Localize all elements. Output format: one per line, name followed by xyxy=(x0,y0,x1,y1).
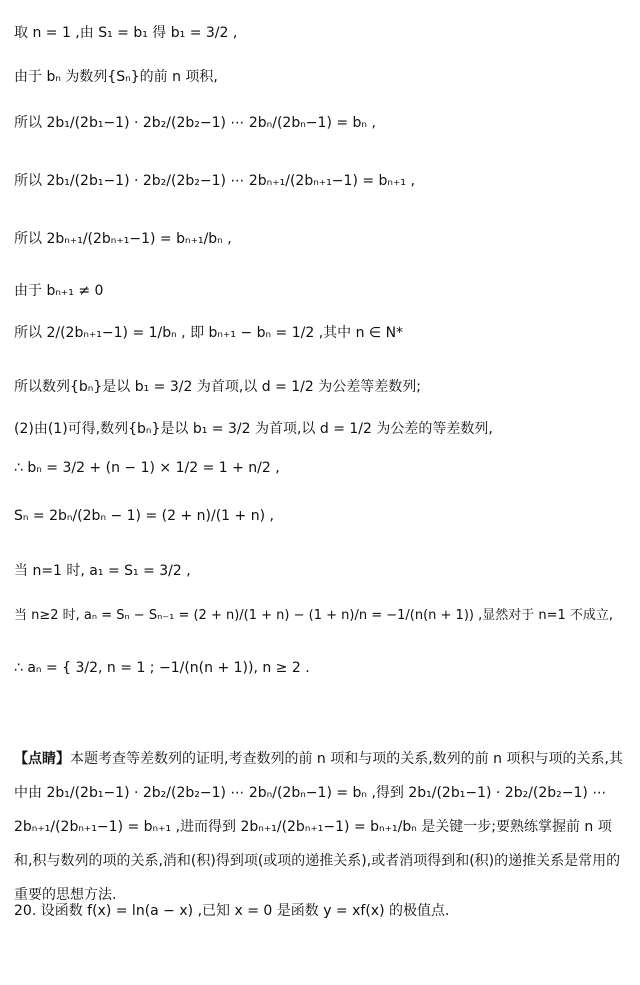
comment-paragraph xyxy=(14,742,624,912)
line-10: ∴ bₙ = 3/2 + (n − 1) × 1/2 = 1 + n/2 , xyxy=(14,460,280,476)
line-14: ∴ aₙ = { 3/2, n = 1 ; −1/(n(n + 1)), n ≥ 2 . xyxy=(14,660,310,676)
line-8: 所以数列{bₙ}是以 b₁ = 3/2 为首项,以 d = 1/2 为公差等差数列; xyxy=(14,379,421,395)
line-12: 当 n=1 时, a₁ = S₁ = 3/2 , xyxy=(14,563,191,579)
line-9: (2)由(1)可得,数列{bₙ}是以 b₁ = 3/2 为首项,以 d = 1/2 为公差的等差数列, xyxy=(14,421,493,437)
line-13: 当 n≥2 时, aₙ = Sₙ − Sₙ₋₁ = (2 + n)/(1 + n) − (1 + n)/n = −1/(n(n + 1)) ,显然对于 n=1 不成立, xyxy=(14,608,614,623)
line-7: 所以 2/(2bₙ₊₁−1) = 1/bₙ , 即 bₙ₊₁ − bₙ = 1/2 ,其中 n ∈ N* xyxy=(14,325,404,341)
line-3: 所以 2b₁/(2b₁−1) · 2b₂/(2b₂−1) ⋯ 2bₙ/(2bₙ−1) = bₙ , xyxy=(14,115,376,131)
problem-20: 20. 设函数 f(x) = ln(a − x) ,已知 x = 0 是函数 y = xf(x) 的极值点. xyxy=(14,903,450,919)
line-5: 所以 2bₙ₊₁/(2bₙ₊₁−1) = bₙ₊₁/bₙ , xyxy=(14,231,232,247)
comment-text: 本题考查等差数列的证明,考查数列的前 n 项和与项的关系,数列的前 n 项积与项的关系,其中由 2b₁/(2b₁−1) · 2b₂/(2b₂−1) ⋯ 2bₙ/(2bₙ−1) = bₙ ,得到 2b₁/(2b₁−1) · 2b₂/(2b₂−1) ⋯ 2bₙ₊₁/(2bₙ₊₁−1) = bₙ₊₁ ,进而得到 2bₙ₊₁/(2bₙ₊₁−1) = bₙ₊₁/bₙ 是关键一步;要熟练掌握前 n 项和,积与数列的项的关系,消和(积)得到项(或项的递推关系),或者消项得到和(积)的递推关系是常用的重要的思想方法. xyxy=(14,751,623,903)
line-1: 取 n = 1 ,由 S₁ = b₁ 得 b₁ = 3/2 , xyxy=(14,25,238,41)
line-6: 由于 bₙ₊₁ ≠ 0 xyxy=(14,283,104,299)
comment-label: 【点睛】 xyxy=(14,751,70,767)
line-4: 所以 2b₁/(2b₁−1) · 2b₂/(2b₂−1) ⋯ 2bₙ₊₁/(2bₙ₊₁−1) = bₙ₊₁ , xyxy=(14,173,415,189)
line-11: Sₙ = 2bₙ/(2bₙ − 1) = (2 + n)/(1 + n) , xyxy=(14,508,274,524)
line-2: 由于 bₙ 为数列{Sₙ}的前 n 项积, xyxy=(14,69,218,85)
